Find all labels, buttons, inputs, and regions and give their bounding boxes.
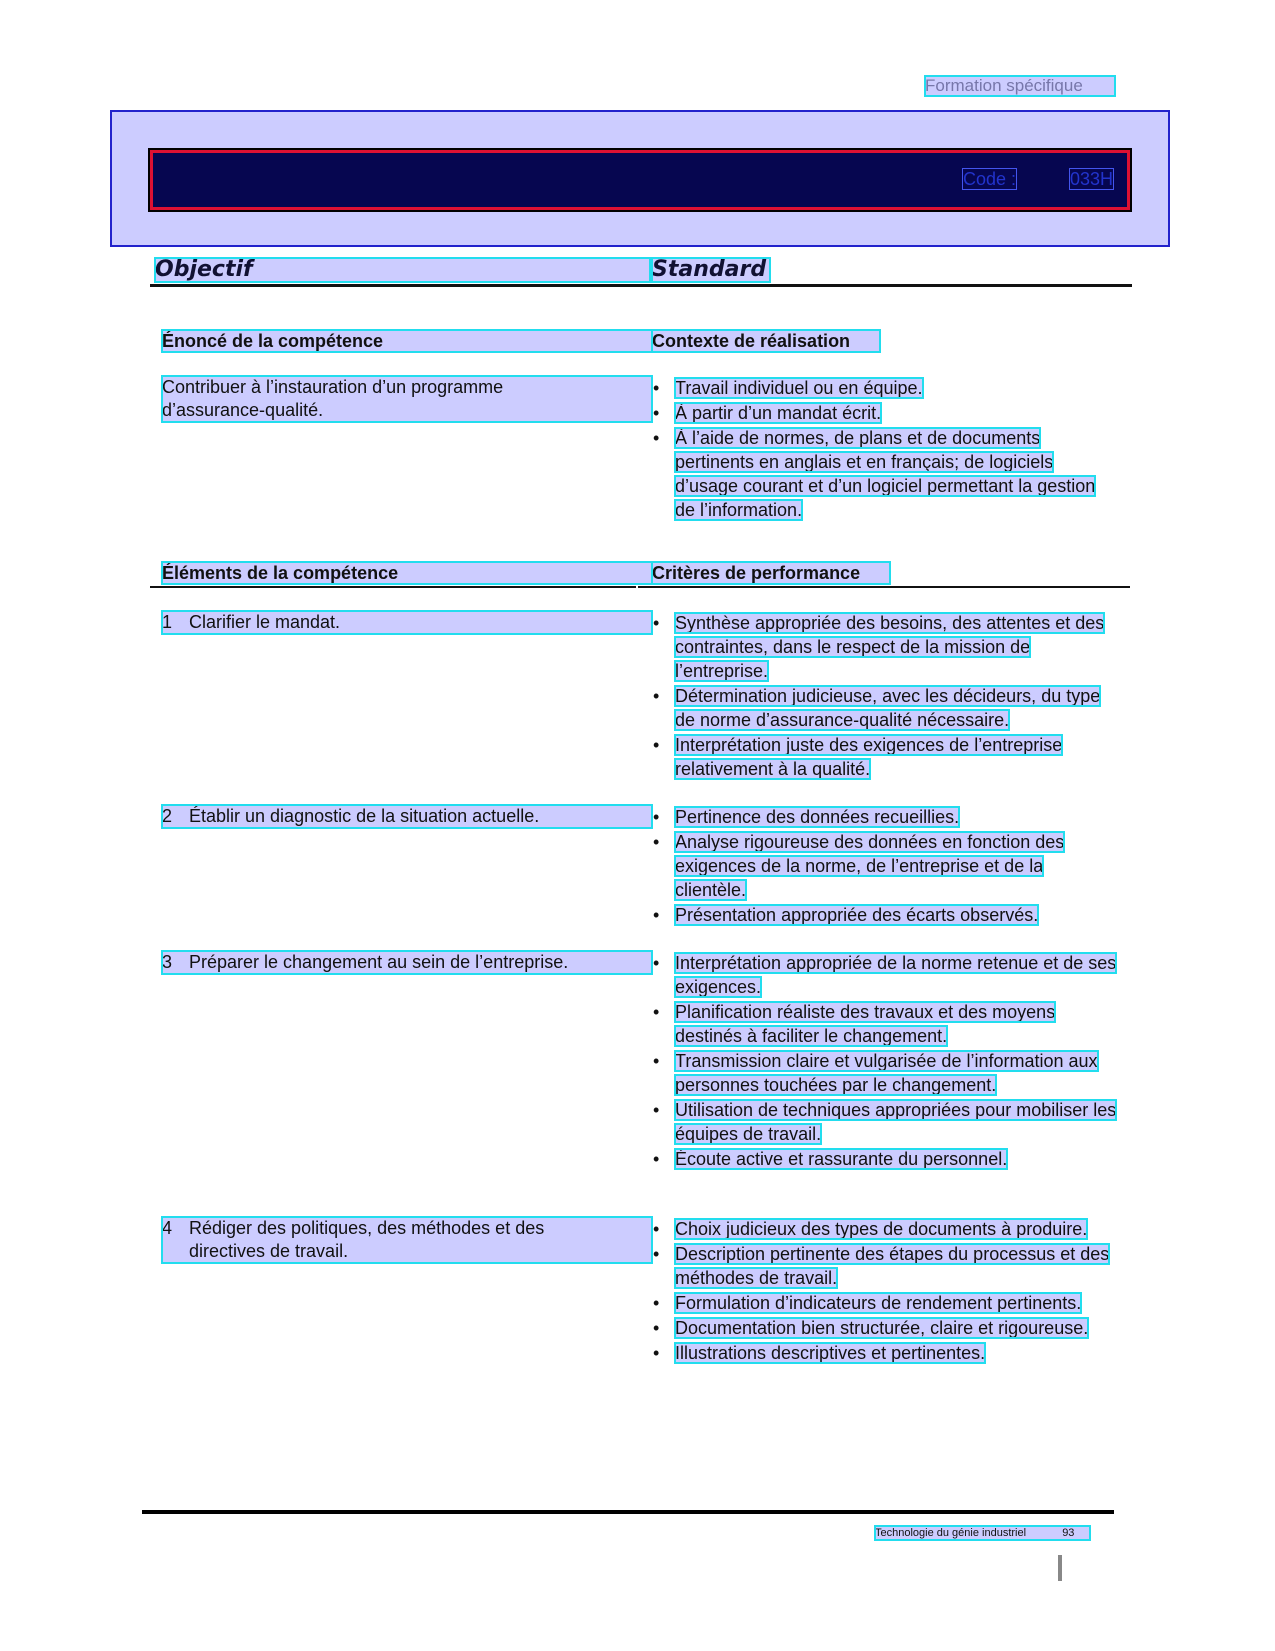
list-item [653,376,1118,400]
footer-program: Technologie du génie industriel [875,1527,1027,1539]
statement-text [162,376,652,422]
list-item-text: Interprétation juste des exigences de l’entreprise relativement à la qualité. [675,735,1063,779]
bullet-icon: • [653,1149,660,1169]
list-item [653,1316,1118,1340]
list-item [653,684,1118,732]
list-item-text: Pertinence des données recueillies. [675,807,960,827]
list-item [653,805,1118,829]
list-item [653,1242,1118,1290]
element-text: Préparer le changement au sein de l’entreprise. [189,952,569,972]
criteria-list-3 [653,951,1118,1172]
list-item [653,830,1118,902]
element-number: 3 [162,952,173,972]
context-heading: Contexte de réalisation [652,330,880,352]
list-item-text: Planification réaliste des travaux et des moyens destinés à faciliter le changement. [675,1002,1056,1046]
list-item-text: À partir d’un mandat écrit. [675,403,882,423]
bullet-icon: • [653,1318,660,1338]
criteria-list-4 [653,1217,1118,1366]
column-heading-objective: Objectif [155,258,650,282]
criteria-rule [638,586,1130,588]
bullet-icon: • [653,1219,660,1239]
list-item-text: À l’aide de normes, de plans et de documents pertinents en anglais et en français; de logiciels d’usage courant et d’un logiciel permettant la gestion de l’information. [675,428,1096,520]
list-item [653,733,1118,781]
elements-rule [150,586,636,588]
bullet-icon: • [653,613,660,633]
footer-text [875,1526,1090,1540]
list-item [653,903,1118,927]
list-item-text: Transmission claire et vulgarisée de l’information aux personnes touchées par le changement. [675,1051,1098,1095]
bullet-icon: • [653,1244,660,1264]
criteria-heading: Critères de performance [652,562,890,584]
element-text: Clarifier le mandat. [189,612,341,632]
list-item-text: Illustrations descriptives et pertinentes. [675,1343,986,1363]
page-number: 93 [1062,1527,1075,1539]
bullet-icon: • [653,953,660,973]
bullet-icon: • [653,1051,660,1071]
element-line [162,1217,652,1240]
list-item-text: Détermination judicieuse, avec les décideurs, du type de norme d’assurance-qualité nécessaire. [675,686,1101,730]
bullet-icon: • [653,1293,660,1313]
bullet-icon: • [653,905,660,925]
list-item-text: Description pertinente des étapes du processus et des méthodes de travail. [675,1244,1110,1288]
elements-heading: Éléments de la compétence [162,562,652,584]
title-banner [110,110,1170,247]
bullet-icon: • [653,403,660,423]
heading-rule [150,284,1132,287]
list-item [653,401,1118,425]
header-section-note: Formation spécifique [925,76,1115,96]
column-heading-standard: Standard [652,258,770,282]
list-item-text: Synthèse appropriée des besoins, des attentes et des contraintes, dans le respect de la mission de l’entreprise. [675,613,1105,681]
element-text: Rédiger des politiques, des méthodes et des [189,1218,545,1238]
list-item-text: Présentation appropriée des écarts observés. [675,905,1039,925]
bullet-icon: • [653,428,660,448]
code-label: Code : [963,169,1017,189]
element-4 [162,1217,652,1263]
element-line [162,1240,652,1263]
element-3 [162,951,652,974]
element-text: directives de travail. [189,1241,349,1261]
list-item-text: Travail individuel ou en équipe. [675,378,923,398]
list-item [653,1217,1118,1241]
bullet-icon: • [653,807,660,827]
list-item [653,1291,1118,1315]
element-number: 4 [162,1218,173,1238]
element-number: 2 [162,806,173,826]
list-item [653,611,1118,683]
list-item-text: Analyse rigoureuse des données en fonction des exigences de la norme, de l’entreprise et de la clientèle. [675,832,1065,900]
criteria-list-1 [653,611,1118,782]
bullet-icon: • [653,1343,660,1363]
footer-rule [142,1510,1114,1514]
bullet-icon: • [653,735,660,755]
bullet-icon: • [653,1100,660,1120]
bullet-icon: • [653,832,660,852]
list-item-text: Choix judicieux des types de documents à produire. [675,1219,1088,1239]
list-item [653,426,1118,522]
statement-heading: Énoncé de la compétence [162,330,652,352]
list-item [653,1049,1118,1097]
bullet-icon: • [653,378,660,398]
list-item [653,1098,1118,1146]
list-item [653,1000,1118,1048]
list-item-text: Écoute active et rassurante du personnel. [675,1149,1008,1169]
competency-code [963,169,1113,189]
list-item [653,1147,1118,1171]
bullet-icon: • [653,1002,660,1022]
list-item-text: Interprétation appropriée de la norme retenue et de ses exigences. [675,953,1117,997]
list-item [653,951,1118,999]
title-banner-inner [150,150,1130,210]
list-item-text: Utilisation de techniques appropriées pour mobiliser les équipes de travail. [675,1100,1117,1144]
code-value: 033H [1069,169,1113,189]
list-item [653,1341,1118,1365]
footer-mark [1058,1555,1062,1581]
element-text: Établir un diagnostic de la situation actuelle. [189,806,540,826]
statement-line: d’assurance-qualité. [162,400,324,420]
list-item-text: Formulation d’indicateurs de rendement pertinents. [675,1293,1082,1313]
element-1 [162,611,652,634]
bullet-icon: • [653,686,660,706]
criteria-list-2 [653,805,1118,928]
element-number: 1 [162,612,173,632]
list-item-text: Documentation bien structurée, claire et rigoureuse. [675,1318,1089,1338]
element-2 [162,805,652,828]
statement-line: Contribuer à l’instauration d’un programme [162,377,504,397]
context-list [653,376,1118,523]
